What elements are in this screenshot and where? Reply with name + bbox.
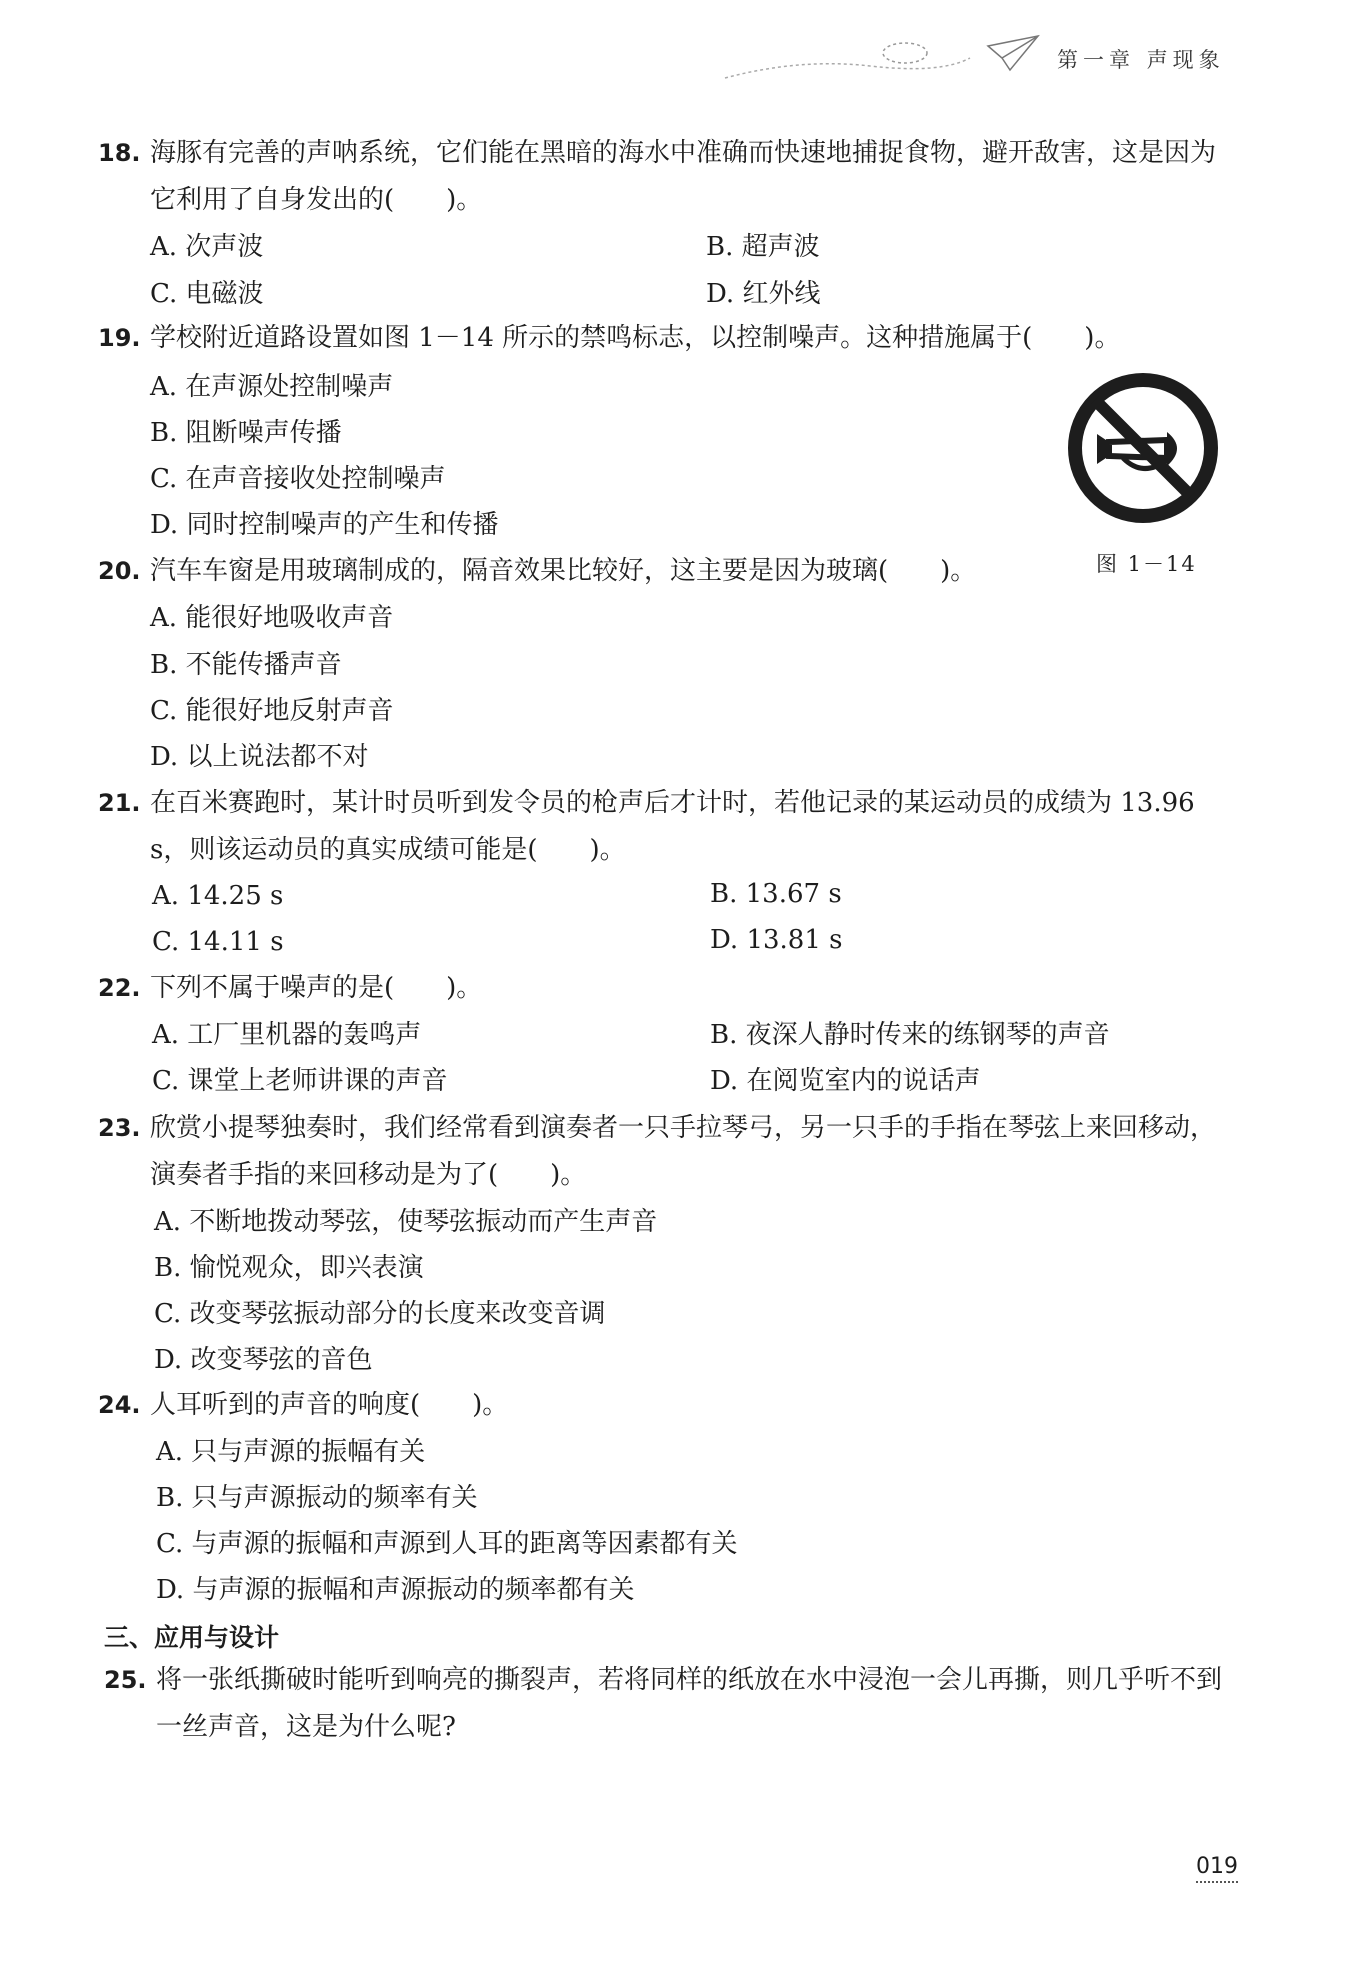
option-b: B. 不能传播声音 [150, 650, 342, 680]
option-b: B. 13.67 s [710, 879, 842, 909]
question-22 [98, 965, 1238, 1012]
question-text: 欣赏小提琴独奏时，我们经常看到演奏者一只手拉琴弓，另一只手的手指在琴弦上来回移动，演奏者手指的来回移动是为了( )。 [150, 1113, 1217, 1190]
chapter-header: 第一章 声现象 [1057, 48, 1225, 72]
option-b: B. 愉悦观众，即兴表演 [154, 1253, 424, 1283]
option-b: B. 只与声源振动的频率有关 [156, 1483, 478, 1513]
option-a: A. 能很好地吸收声音 [150, 603, 394, 633]
option-c: C. 改变琴弦振动部分的长度来改变音调 [154, 1299, 606, 1329]
question-number: 20. [98, 557, 141, 585]
figure-caption: 图 1－14 [1096, 552, 1197, 576]
option-b: B. 夜深人静时传来的练钢琴的声音 [710, 1020, 1110, 1050]
section-title: 三、应用与设计 [104, 1623, 280, 1652]
question-24 [98, 1382, 1238, 1429]
no-horn-sign-icon [1063, 368, 1223, 528]
option-c: C. 与声源的振幅和声源到人耳的距离等因素都有关 [156, 1529, 738, 1559]
question-number: 21. [98, 789, 141, 817]
question-text: 在百米赛跑时，某计时员听到发令员的枪声后才计时，若他记录的某运动员的成绩为 13.96 s，则该运动员的真实成绩可能是( )。 [150, 788, 1195, 865]
question-text: 人耳听到的声音的响度( )。 [150, 1390, 509, 1420]
option-c: C. 课堂上老师讲课的声音 [152, 1066, 448, 1096]
question-number: 24. [98, 1391, 141, 1419]
paper-plane-icon [988, 36, 1038, 70]
question-21 [98, 780, 1238, 874]
option-a: A. 只与声源的振幅有关 [156, 1437, 426, 1467]
option-b: B. 超声波 [706, 232, 820, 262]
question-number: 23. [98, 1114, 141, 1142]
option-a: A. 不断地拨动琴弦，使琴弦振动而产生声音 [154, 1207, 658, 1237]
page-number: 019 [1196, 1854, 1238, 1883]
question-text: 学校附近道路设置如图 1－14 所示的禁鸣标志，以控制噪声。这种措施属于( )。 [150, 323, 1121, 353]
option-d: D. 与声源的振幅和声源振动的频率都有关 [156, 1575, 635, 1605]
question-20 [98, 548, 1238, 595]
question-19 [98, 315, 1238, 362]
question-text: 汽车车窗是用玻璃制成的，隔音效果比较好，这主要是因为玻璃( )。 [150, 556, 977, 586]
question-25 [104, 1657, 1244, 1751]
question-text: 下列不属于噪声的是( )。 [150, 973, 483, 1003]
option-d: D. 改变琴弦的音色 [154, 1345, 373, 1375]
option-a: A. 次声波 [150, 232, 264, 262]
option-d: D. 红外线 [706, 279, 821, 309]
option-d: D. 13.81 s [710, 925, 843, 955]
question-23 [98, 1105, 1238, 1199]
option-c: C. 14.11 s [152, 927, 284, 957]
option-d: D. 在阅览室内的说话声 [710, 1066, 981, 1096]
question-number: 22. [98, 974, 141, 1002]
option-d: D. 以上说法都不对 [150, 742, 369, 772]
question-number: 25. [104, 1666, 147, 1694]
question-number: 18. [98, 139, 141, 167]
question-18 [98, 130, 1238, 224]
option-a: A. 14.25 s [152, 881, 284, 911]
option-a: A. 工厂里机器的轰鸣声 [152, 1020, 422, 1050]
option-c: C. 在声音接收处控制噪声 [150, 464, 446, 494]
option-a: A. 在声源处控制噪声 [150, 372, 394, 402]
option-c: C. 电磁波 [150, 279, 264, 309]
question-text: 海豚有完善的声呐系统，它们能在黑暗的海水中准确而快速地捕捉食物，避开敌害，这是因为它利用了自身发出的( )。 [150, 138, 1217, 215]
header-decoration [720, 28, 1040, 88]
option-b: B. 阻断噪声传播 [150, 418, 342, 448]
question-number: 19. [98, 324, 141, 352]
option-d: D. 同时控制噪声的产生和传播 [150, 510, 499, 540]
option-c: C. 能很好地反射声音 [150, 696, 394, 726]
question-text: 将一张纸撕破时能听到响亮的撕裂声，若将同样的纸放在水中浸泡一会儿再撕，则几乎听不到一丝声音，这是为什么呢? [156, 1665, 1223, 1742]
